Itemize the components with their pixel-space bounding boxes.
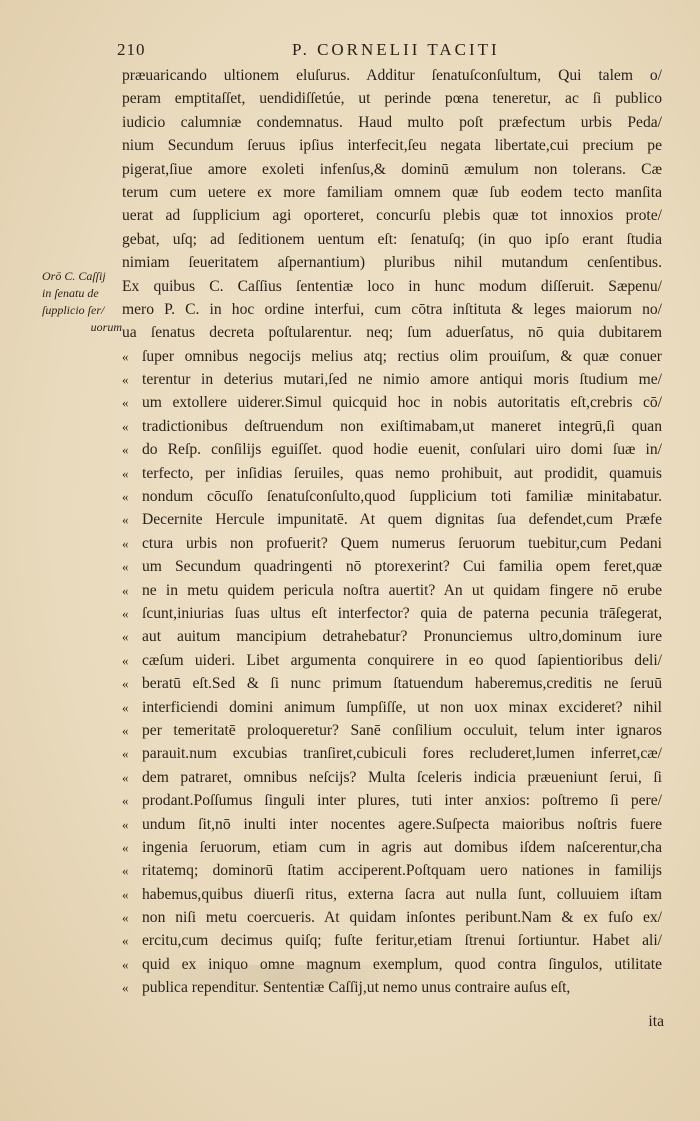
text-line xyxy=(122,508,662,531)
quotation-mark: « xyxy=(122,886,129,902)
line-text: nium Secundum ſeruus ipſius interfecit,ſeu negata libertate,cui precium pe xyxy=(122,137,662,155)
catchword: ita xyxy=(648,1013,664,1030)
text-line xyxy=(122,813,662,836)
line-text: parauit.num excubias tranſiret,cubiculi fores recluderet,lumen inferret,cæ/ xyxy=(142,745,662,763)
quotation-mark: « xyxy=(122,489,129,505)
text-line xyxy=(122,649,662,672)
text-line xyxy=(122,836,662,859)
line-text: interficiendi domini animum ſumpſiſſe, ut non uox minax excideret? nihil xyxy=(142,698,662,716)
quotation-mark: « xyxy=(122,980,129,996)
quotation-mark: « xyxy=(122,956,129,972)
text-line xyxy=(122,602,662,625)
text-line xyxy=(122,719,662,742)
margin-note-line: ſupplicio ſer/ xyxy=(42,303,105,317)
text-line xyxy=(122,672,662,695)
line-text: ritatemq; dominorū ſtatim acciperent.Poſtquam uero nationes in familijs xyxy=(142,862,662,880)
text-line xyxy=(122,579,662,602)
quotation-mark: « xyxy=(122,910,129,926)
quotation-mark: « xyxy=(122,465,129,481)
text-line xyxy=(122,438,662,461)
text-line xyxy=(122,251,662,274)
page-number: 210 xyxy=(117,40,146,59)
line-text: um Secundum quadringenti nō ptorexerint? Cui familia opem feret,quæ xyxy=(142,558,662,576)
line-text: Ex quibus C. Caſſius ſententiæ loco in hunc modum diſſeruit. Sæpenu/ xyxy=(122,277,662,295)
line-text: quid ex iniquo omne magnum exemplum, quod contra ſingulos, utilitate xyxy=(142,955,662,973)
quotation-mark: « xyxy=(122,348,129,364)
text-line xyxy=(122,555,662,578)
line-text: terentur in deterius mutari,ſed ne nimio amore antiqui moris ſtudium me/ xyxy=(142,371,662,389)
line-text: mero P. C. in hoc ordine interfui, cum cōtra inſtituta & leges maiorum no/ xyxy=(122,300,662,318)
text-line xyxy=(122,134,662,157)
line-text: tradictionibus deſtruendum non exiſtimabam,ut maneret integrū,ſi quan xyxy=(142,417,662,435)
line-text: ercitu,cum decimus quiſq; fuſte feritur,etiam ſtrenui ſortiuntur. Habet ali/ xyxy=(142,932,662,950)
text-line xyxy=(122,228,662,251)
quotation-mark: « xyxy=(122,793,129,809)
text-line xyxy=(122,158,662,181)
line-text: uerat ad ſupplicium agi oporteret, concurſu plebis quæ tot innoxios prote/ xyxy=(122,207,662,225)
line-text: habemus,quibus diuerſi ritus, externa ſacra aut nulla ſunt, colluuiem iſtam xyxy=(142,885,662,903)
quotation-mark: « xyxy=(122,746,129,762)
line-text: nimiam ſeueritatem aſpernantium) pluribus nihil mutandum cenſentibus. xyxy=(122,254,662,272)
line-text: ſuper omnibus negocijs melius atq; rectius olim prouiſum, & quæ conuer xyxy=(142,347,662,365)
text-line xyxy=(122,859,662,882)
line-text: dem patraret, omnibus neſcijs? Multa ſceleris indicia præueniunt ſerui, ſi xyxy=(142,768,662,786)
text-line xyxy=(122,883,662,906)
quotation-mark: « xyxy=(122,676,129,692)
body-text xyxy=(122,64,662,1000)
text-line xyxy=(122,789,662,812)
line-text: beratū eſt.Sed & ſi nunc primum ſtatuendum haberemus,creditis ne ſeruū xyxy=(142,675,662,693)
quotation-mark: « xyxy=(122,395,129,411)
line-text: pigerat,ſiue amore exoleti infenſus,& dominū æmulum non tolerans. Cæ xyxy=(122,160,662,178)
line-text: terfecto, per inſidias ſeruiles, quas nemo prohibuit, aut prodidit, quamuis xyxy=(142,464,662,482)
quotation-mark: « xyxy=(122,933,129,949)
quotation-mark: « xyxy=(122,652,129,668)
text-line xyxy=(122,87,662,110)
quotation-mark: « xyxy=(122,816,129,832)
line-text: undum ſit,nō inulti inter nocentes agere.Suſpecta maioribus noſtris fuere xyxy=(142,815,662,833)
margin-note-line: Orō C. Caſſij xyxy=(42,269,106,283)
line-text: terum cum uetere ex more familiam omnem quæ ſub eodem tecto manſita xyxy=(122,183,662,201)
line-text: nondum cōcuſſo ſenatuſconſulto,quod ſupplicium toti familiæ minitabatur. xyxy=(142,488,662,506)
text-line xyxy=(122,204,662,227)
text-line xyxy=(122,929,662,952)
line-text: non niſi metu coercueris. At quidam inſontes peribunt.Nam & ex fuſo ex/ xyxy=(142,909,662,927)
margin-note-line: in ſenatu de xyxy=(42,286,99,300)
text-line xyxy=(122,485,662,508)
quotation-mark: « xyxy=(122,629,129,645)
line-text: per temeritatē proloqueretur? Sanē conſilium occuluit, telum inter ignaros xyxy=(142,721,662,739)
quotation-mark: « xyxy=(122,839,129,855)
line-text: publica rependitur. Sententiæ Caſſij,ut nemo unus contraire auſus eſt, xyxy=(142,979,571,997)
line-text: Decernite Hercule impunitatē. At quem dignitas ſua defendet,cum Præfe xyxy=(142,511,662,529)
text-line xyxy=(122,696,662,719)
line-text: ſcunt,iniurias ſuas ultus eſt interfector? quia de paterna pecunia trāſegerat, xyxy=(142,604,662,622)
text-line xyxy=(122,321,662,344)
line-text: aut auitum mancipium detrahebatur? Pronunciemus ultro,dominum iure xyxy=(142,628,662,646)
text-line xyxy=(122,298,662,321)
ink-bleed-through xyxy=(130,965,430,985)
text-line xyxy=(122,368,662,391)
text-line xyxy=(122,532,662,555)
text-line xyxy=(122,111,662,134)
quotation-mark: « xyxy=(122,582,129,598)
running-title: P. CORNELII TACITI xyxy=(292,40,500,59)
line-text: præuaricando ultionem eluſurus. Additur ſenatuſconſultum, Qui talem o/ xyxy=(122,67,662,84)
quotation-mark: « xyxy=(122,722,129,738)
line-text: ctura urbis non profuerit? Quem numerus ſeruorum tuebitur,cum Pedani xyxy=(142,534,662,552)
quotation-mark: « xyxy=(122,863,129,879)
quotation-mark: « xyxy=(122,699,129,715)
text-line xyxy=(122,766,662,789)
text-line xyxy=(122,275,662,298)
text-line xyxy=(122,181,662,204)
line-text: prodant.Poſſumus ſinguli inter plures, tuti inter anxios: poſtremo ſi pere/ xyxy=(142,792,662,810)
line-text: iudicio calumniæ condemnatus. Haud multo poſt præfectum urbis Peda/ xyxy=(122,113,662,131)
text-line xyxy=(122,415,662,438)
text-line xyxy=(122,906,662,929)
text-line xyxy=(122,462,662,485)
page-header xyxy=(117,40,662,64)
text-line xyxy=(122,742,662,765)
quotation-mark: « xyxy=(122,372,129,388)
line-text: um extollere uiderer.Simul quicquid hoc in nobis autoritatis eſt,crebris cō/ xyxy=(142,394,662,412)
text-line xyxy=(122,64,662,87)
margin-note xyxy=(42,268,122,336)
quotation-mark: « xyxy=(122,442,129,458)
quotation-mark: « xyxy=(122,559,129,575)
line-text: gebat, uſq; ad ſeditionem uentum eſt: ſenatuſq; (in quo ipſo erant ſtudia xyxy=(122,230,662,248)
quotation-mark: « xyxy=(122,769,129,785)
margin-note-line: uorum xyxy=(90,320,122,334)
quotation-mark: « xyxy=(122,535,129,551)
line-text: do Reſp. conſilijs eguiſſet. quod hodie euenit, conſulari uiro domi ſuæ in/ xyxy=(142,441,662,459)
line-text: peram emptitaſſet, uendidiſſetúe, ut perinde pœna teneretur, ac ſi publico xyxy=(122,90,662,108)
quotation-mark: « xyxy=(122,605,129,621)
text-line xyxy=(122,391,662,414)
line-text: ne in metu quidem pericula noſtra auertit? An ut quidam fingere nō erube xyxy=(142,581,662,599)
line-text: cæſum uideri. Libet argumenta conquirere in eo quod ſapientioribus deli/ xyxy=(142,651,662,669)
quotation-mark: « xyxy=(122,418,129,434)
line-text: ingenia ſeruorum, etiam cum in agris aut domibus iſdem naſcerentur,cha xyxy=(142,838,662,856)
text-line xyxy=(122,345,662,368)
quotation-mark: « xyxy=(122,512,129,528)
line-text: ua ſenatus decreta poſtularentur. neq; ſum aduerſatus, nō quia dubitarem xyxy=(122,324,662,342)
text-line xyxy=(122,625,662,648)
